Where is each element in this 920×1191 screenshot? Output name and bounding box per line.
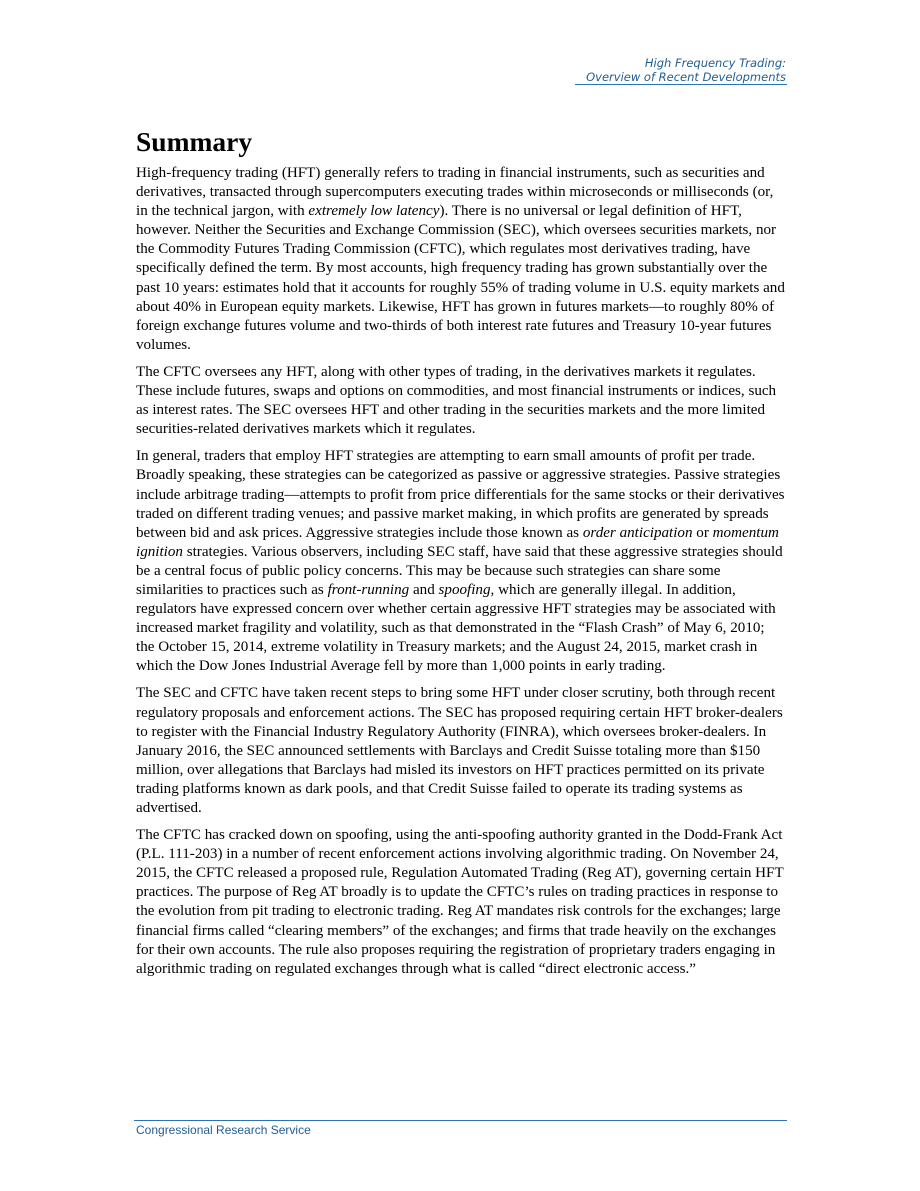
header-title: High Frequency Trading: bbox=[644, 56, 786, 70]
paragraph-2: The CFTC oversees any HFT, along with other types of trading, in the derivatives markets it regulates. These include futures, swaps and options on commodities, and most financial instruments or indices, such as interest rates. The SEC oversees HFT and other trading in the securities markets and the more limited securities-related derivatives markets which it regulates. bbox=[136, 363, 777, 438]
paragraph-1 bbox=[136, 164, 786, 355]
p1-emphasis: extremely low latency bbox=[308, 203, 440, 220]
paragraph-4: The SEC and CFTC have taken recent steps to bring some HFT under closer scrutiny, both through recent regulatory proposals and enforcement actions. The SEC has proposed requiring certain HFT broker-dealers to register with the Financial Industry Regulatory Authority (FINRA), which oversees broker-dealers. In January 2016, the SEC announced settlements with Barclays and Credit Suisse totaling more than $150 million, over allegations that Barclays had misled its investors on HFT practices permitted on its private trading platforms known as dark pools, and that Credit Suisse failed to operate its trading systems as advertised. bbox=[136, 685, 783, 816]
p3-text-c: strategies. Various observers, including SEC staff, have said that these aggressive strategies should be a central focus of public policy concerns. This may be because such strategies can share some similarities to practices such as bbox=[136, 543, 783, 598]
p3-emphasis-4: spoofing bbox=[438, 581, 491, 598]
p1-text-b: ). There is no universal or legal definition of HFT, however. Neither the Securities and Exchange Commission (SEC), which oversees securities markets, nor the Commodity Futures Trading Commission (CFTC), which regulates most derivatives trading, have specifically defined the term. By most accounts, high frequency trading has grown substantially over the past 10 years: estimates hold that it accounts for roughly 55% of trading volume in U.S. equity markets and about 40% in European equity markets. Likewise, HFT has grown in futures markets—to roughly 80% of foreign exchange futures volume and two-thirds of both interest rate futures and Treasury 10-year futures volumes. bbox=[136, 203, 785, 353]
footer-rule bbox=[134, 1120, 787, 1121]
p3-emphasis-1: order anticipation bbox=[582, 524, 693, 541]
p3-emphasis-2: momentum ignition bbox=[136, 524, 779, 560]
p3-emphasis-3: front-running bbox=[327, 581, 410, 598]
header-rule bbox=[575, 84, 787, 85]
p3-text-b: or bbox=[692, 524, 713, 541]
p3-text-e: , which are generally illegal. In addition, regulators have expressed concern over whether certain aggressive HFT strategies may be associated with increased market fragility and volatility, such as that demonstrated in the “Flash Crash” of May 6, 2010; the October 15, 2014, extreme volatility in Treasury markets; and the August 24, 2015, market crash in which the Dow Jones Industrial Average fell by more than 1,000 points in early trading. bbox=[136, 581, 776, 675]
footer-source: Congressional Research Service bbox=[136, 1123, 311, 1137]
p3-text-d: and bbox=[409, 581, 439, 598]
header-subtitle: Overview of Recent Developments bbox=[586, 70, 786, 84]
p1-text-a: High-frequency trading (HFT) generally refers to trading in financial instruments, such as securities and derivatives, transacted through supercomputers executing trades within microseconds or milliseconds (or, in the technical jargon, with bbox=[136, 165, 774, 220]
p3-text-a: In general, traders that employ HFT strategies are attempting to earn small amounts of profit per trade. Broadly speaking, these strategies can be categorized as passive or aggressive strategies. Passive strategies include arbitrage trading—attempts to profit from price differentials for the same stocks or their derivatives traded on different trading venues; and passive market making, in which profits are generated by spreads between bid and ask prices. Aggressive strategies include those known as bbox=[136, 448, 785, 541]
paragraph-5: The CFTC has cracked down on spoofing, using the anti-spoofing authority granted in the Dodd-Frank Act (P.L. 111-203) in a number of recent enforcement actions involving algorithmic trading. On November 24, 2015, the CFTC released a proposed rule, Regulation Automated Trading (Reg AT), governing certain HFT practices. The purpose of Reg AT broadly is to update the CFTC’s rules on trading practices in response to the evolution from pit trading to electronic trading. Reg AT mandates risk controls for the exchanges; large financial firms called “clearing members” of the exchanges; and firms that trade heavily on the exchanges for their own accounts. The rule also proposes requiring the registration of proprietary traders engaging in algorithmic trading on regulated exchanges through what is called “direct electronic access.” bbox=[136, 827, 784, 977]
page-title: Summary bbox=[136, 126, 253, 157]
paragraph-3 bbox=[136, 447, 786, 676]
running-header bbox=[586, 56, 786, 84]
page-content bbox=[136, 126, 786, 987]
